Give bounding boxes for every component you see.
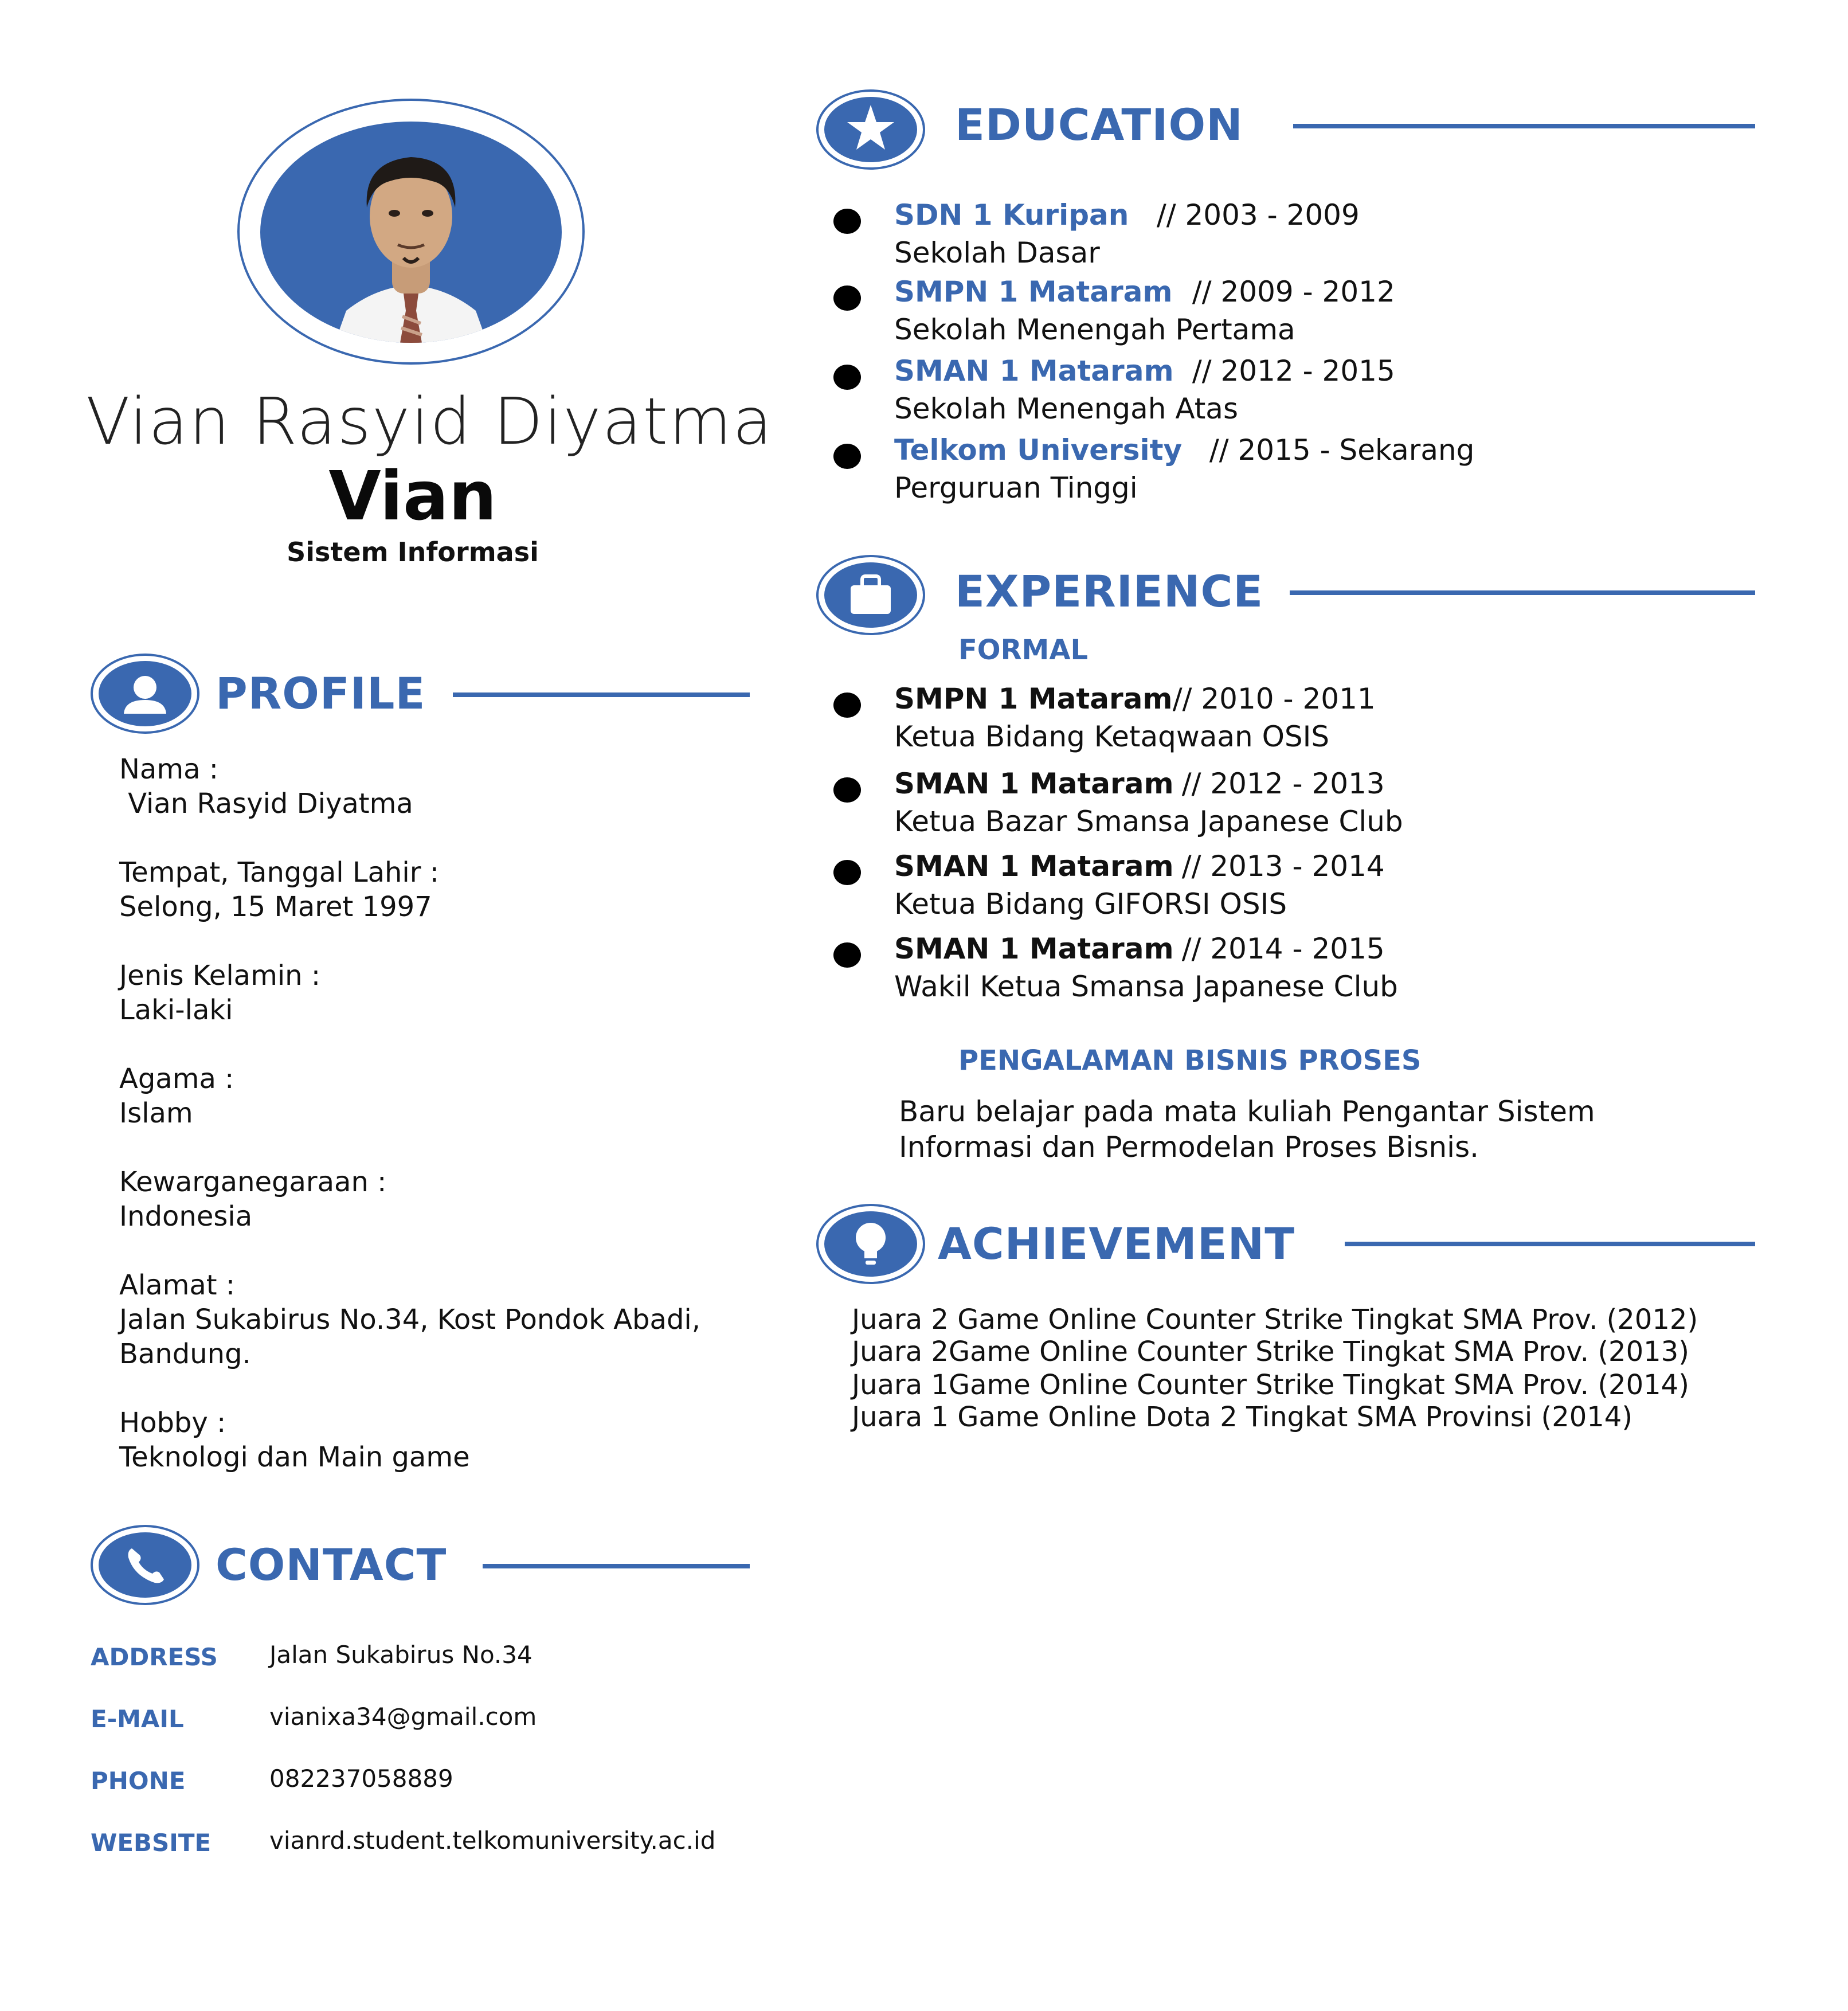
bullet-icon: [833, 209, 861, 234]
contact-value[interactable]: 082237058889: [269, 1764, 453, 1793]
field-value: Laki-laki: [119, 994, 233, 1026]
field-value: Indonesia: [119, 1200, 253, 1233]
org-name: SMAN 1 Mataram: [894, 767, 1174, 800]
school-level: Sekolah Menengah Pertama: [894, 313, 1295, 346]
lightbulb-icon: [824, 1211, 917, 1277]
person-photo-illustration: [260, 122, 562, 343]
experience-heading-rule: [1290, 590, 1755, 595]
field-kewarganegaraan: [119, 1166, 387, 1233]
field-value-line2: Bandung.: [119, 1338, 251, 1370]
education-heading: EDUCATION: [955, 99, 1243, 150]
bullet-icon: [833, 444, 861, 469]
full-name: Vian Rasyid Diyatma: [86, 385, 773, 459]
org-period: // 2014 - 2015: [1164, 932, 1385, 965]
profile-photo: [260, 122, 562, 343]
contact-label: E-MAIL: [91, 1705, 184, 1733]
briefcase-icon: [824, 562, 917, 628]
school-period: // 2009 - 2012: [1183, 275, 1395, 308]
contact-label: WEBSITE: [91, 1829, 212, 1857]
achievement-item: Juara 1Game Online Counter Strike Tingkat SMA Prov. (2014): [852, 1369, 1689, 1401]
org-name: SMAN 1 Mataram: [894, 850, 1174, 883]
school-name: SMPN 1 Mataram: [894, 275, 1173, 308]
user-icon: [99, 661, 191, 726]
org-period: // 2013 - 2014: [1164, 850, 1385, 883]
business-subheading: PENGALAMAN BISNIS PROSES: [958, 1044, 1422, 1077]
contact-label: PHONE: [91, 1767, 186, 1795]
field-label: Hobby :: [119, 1407, 226, 1439]
education-heading-rule: [1293, 124, 1755, 128]
org-role: Wakil Ketua Smansa Japanese Club: [894, 970, 1398, 1003]
achievement-icon-badge: [816, 1204, 925, 1284]
nickname: Vian: [328, 456, 497, 535]
contact-value[interactable]: vianixa34@gmail.com: [269, 1703, 537, 1731]
field-label: Tempat, Tanggal Lahir :: [119, 856, 439, 889]
profile-heading: PROFILE: [216, 668, 426, 719]
experience-heading: EXPERIENCE: [955, 566, 1264, 617]
field-label: Alamat :: [119, 1269, 236, 1301]
education-icon-badge: [816, 89, 925, 170]
contact-label: ADDRESS: [91, 1643, 218, 1671]
bullet-icon: [833, 777, 861, 803]
bullet-icon: [833, 942, 861, 968]
school-name: SMAN 1 Mataram: [894, 354, 1174, 388]
star-icon: [824, 97, 917, 162]
field-label: Kewarganegaraan :: [119, 1166, 387, 1198]
org-role: Ketua Bidang GIFORSI OSIS: [894, 887, 1287, 921]
contact-value[interactable]: vianrd.student.telkomuniversity.ac.id: [269, 1826, 716, 1854]
field-label: Agama :: [119, 1063, 234, 1095]
profile-icon-badge: [91, 654, 199, 734]
achievement-item: Juara 2Game Online Counter Strike Tingkat SMA Prov. (2013): [852, 1336, 1689, 1368]
formal-subheading: FORMAL: [958, 634, 1089, 666]
field-value: Vian Rasyid Diyatma: [119, 788, 413, 820]
org-name: SMAN 1 Mataram: [894, 932, 1174, 965]
field-value: Jalan Sukabirus No.34, Kost Pondok Abadi,: [119, 1304, 700, 1336]
profile-heading-rule: [453, 692, 750, 697]
bullet-icon: [833, 365, 861, 390]
field-agama: [119, 1063, 234, 1129]
field-alamat: [119, 1269, 700, 1370]
school-name: Telkom University: [894, 433, 1183, 467]
field-hobby: [119, 1407, 470, 1473]
school-level: Perguruan Tinggi: [894, 471, 1138, 504]
profile-photo-frame: [237, 99, 585, 365]
major: Sistem Informasi: [287, 537, 539, 568]
bullet-icon: [833, 860, 861, 885]
school-level: Sekolah Dasar: [894, 236, 1100, 269]
field-value: Islam: [119, 1097, 193, 1129]
achievement-item: Juara 2 Game Online Counter Strike Tingkat SMA Prov. (2012): [852, 1304, 1698, 1336]
field-ttl: [119, 856, 439, 923]
contact-icon-badge: [91, 1525, 199, 1605]
field-label: Nama :: [119, 753, 218, 785]
school-name: SDN 1 Kuripan: [894, 198, 1129, 232]
field-value: Teknologi dan Main game: [119, 1441, 470, 1473]
business-text-line1: Baru belajar pada mata kuliah Pengantar Sistem: [899, 1095, 1595, 1128]
achievement-item: Juara 1 Game Online Dota 2 Tingkat SMA Provinsi (2014): [852, 1401, 1633, 1433]
field-nama: [119, 753, 413, 820]
school-period: // 2012 - 2015: [1183, 354, 1395, 388]
org-role: Ketua Bidang Ketaqwaan OSIS: [894, 720, 1330, 753]
contact-value: Jalan Sukabirus No.34: [269, 1641, 533, 1669]
achievement-heading-rule: [1345, 1242, 1755, 1246]
school-level: Sekolah Menengah Atas: [894, 392, 1238, 425]
business-text-line2: Informasi dan Permodelan Proses Bisnis.: [899, 1130, 1479, 1164]
contact-heading-rule: [483, 1564, 750, 1568]
field-value: Selong, 15 Maret 1997: [119, 891, 432, 923]
bullet-icon: [833, 285, 861, 311]
achievement-heading: ACHIEVEMENT: [938, 1218, 1295, 1269]
org-role: Ketua Bazar Smansa Japanese Club: [894, 805, 1403, 838]
school-period: // 2015 - Sekarang: [1200, 433, 1475, 467]
org-period: // 2012 - 2013: [1164, 767, 1385, 800]
org-period: // 2010 - 2011: [1154, 682, 1376, 715]
org-name: SMPN 1 Mataram: [894, 682, 1173, 715]
experience-icon-badge: [816, 555, 925, 635]
field-label: Jenis Kelamin :: [119, 960, 321, 992]
phone-icon: [99, 1532, 191, 1598]
contact-heading: CONTACT: [216, 1539, 447, 1590]
school-period: // 2003 - 2009: [1148, 198, 1360, 232]
bullet-icon: [833, 692, 861, 718]
field-jenis-kelamin: [119, 960, 321, 1026]
